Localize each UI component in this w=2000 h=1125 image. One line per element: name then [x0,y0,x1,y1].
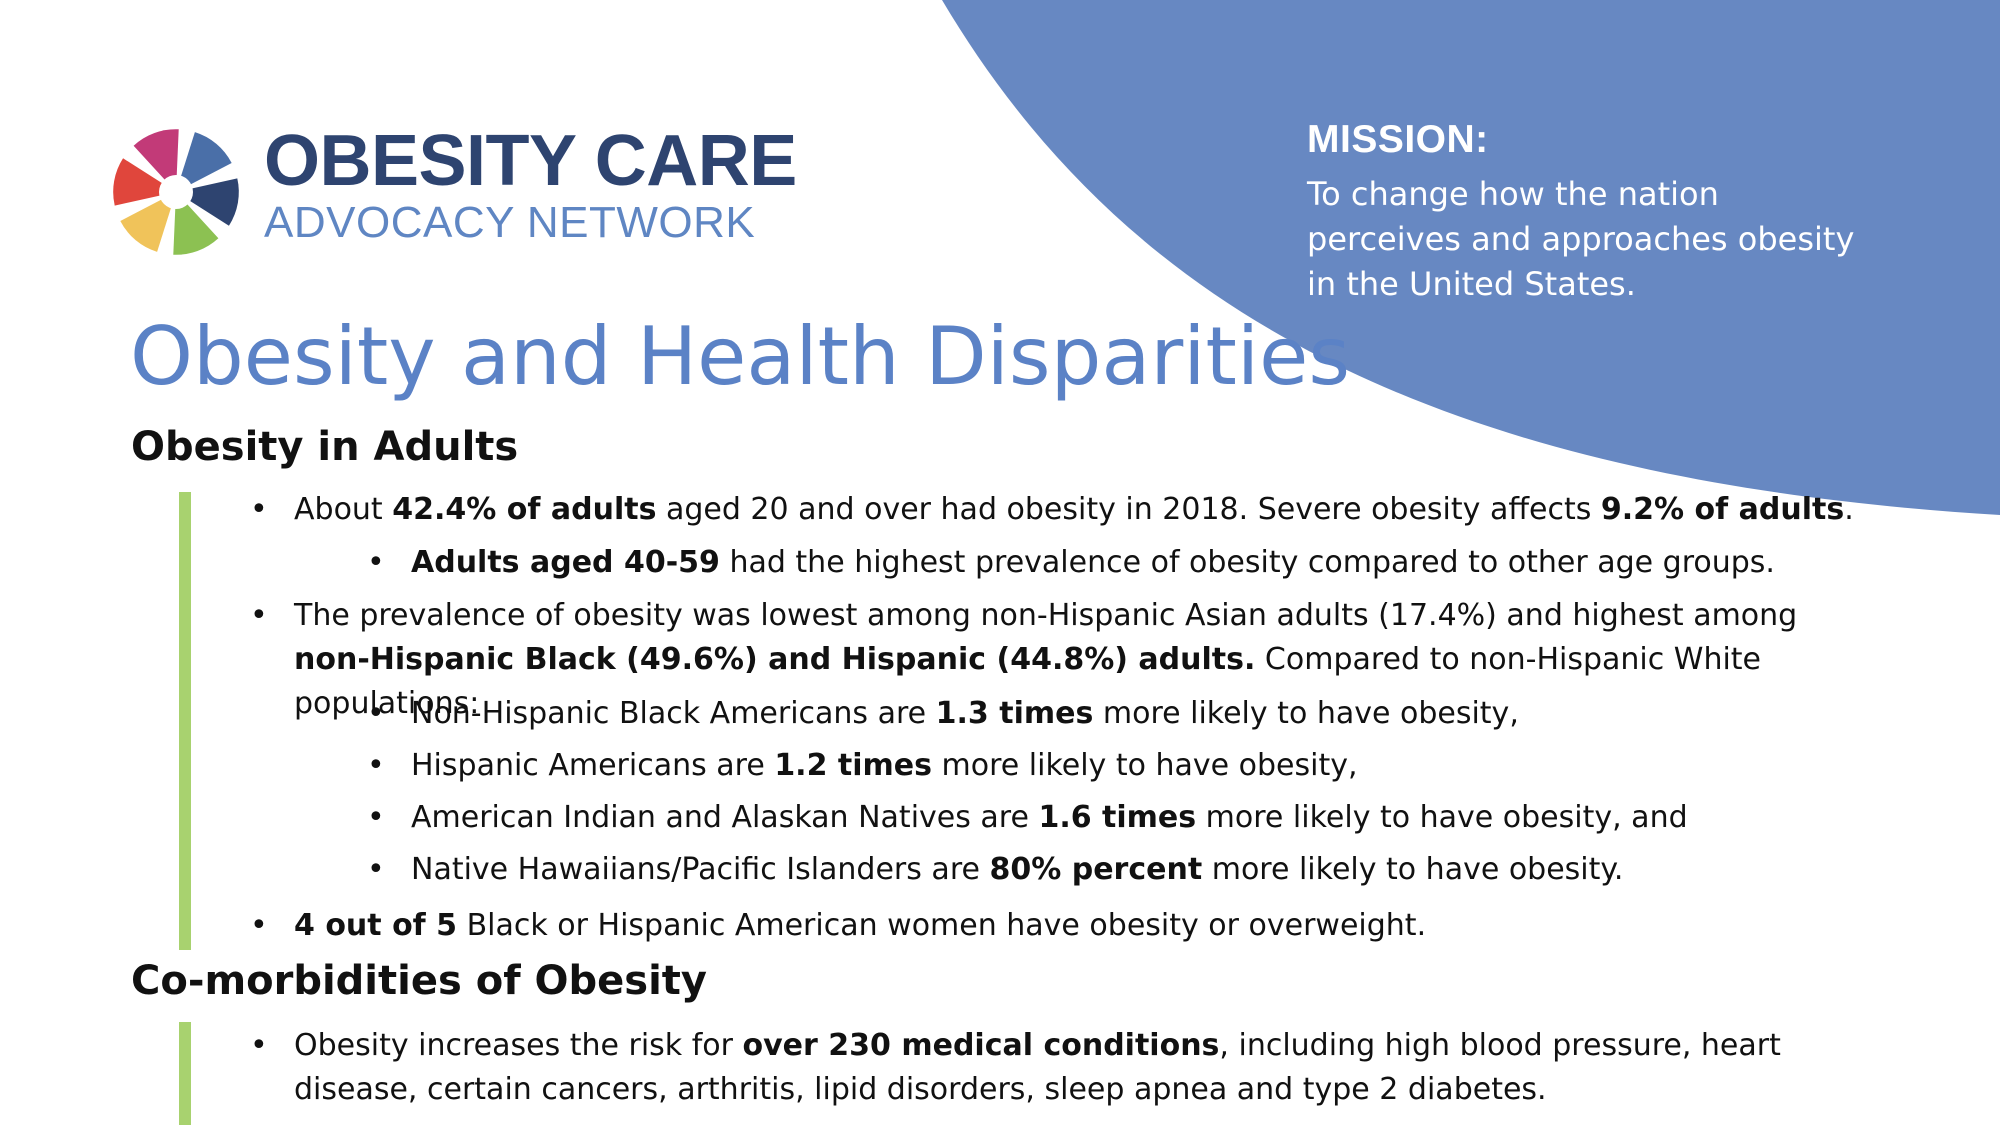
pinwheel-logo-icon [106,122,246,262]
section-title-comorbidities: Co-morbidities of Obesity [131,958,707,1004]
list-item: • The prevalence of obesity was lowest among non-Hispanic Asian adults (17.4%) and highest among non-Hispanic Black (49.6%) and Hispanic (44.8%) adults. Compared to non-Hispanic White populations: [294,594,1844,726]
org-name-line2: ADVOCACY NETWORK [264,198,756,247]
mission-text: To change how the nation perceives and approaches obesity in the United States. [1307,175,1855,303]
adults-list-item-3 [294,904,1854,948]
list-item: • Hispanic Americans are 1.2 times more likely to have obesity, [411,744,1861,788]
list-item: • American Indian and Alaskan Natives are 1.6 times more likely to have obesity, and [411,796,1861,840]
section-accent-bar-comorbidities [179,1022,191,1125]
section-title-adults: Obesity in Adults [131,424,519,470]
list-item: • About 42.4% of adults aged 20 and over had obesity in 2018. Severe obesity affects 9.2% of adults. [294,488,1854,532]
section-accent-bar-adults [179,492,191,950]
list-item: • Non-Hispanic Black Americans are 1.3 times more likely to have obesity, [411,692,1861,736]
org-name [264,122,797,246]
page-title: Obesity and Health Disparities [130,310,1350,403]
mission-statement [1307,118,1867,307]
adults-sublist-2 [411,692,1861,892]
list-item: • Native Hawaiians/Pacific Islanders are 80% percent more likely to have obesity. [411,848,1861,892]
list-item: • Adults aged 40-59 had the highest prevalence of obesity compared to other age groups. [411,541,1861,585]
adults-sublist-1 [411,541,1861,585]
mission-heading: MISSION: [1307,118,1489,161]
adults-list-item-1 [294,488,1854,532]
org-name-line1: OBESITY CARE [264,121,797,201]
list-item: • Obesity increases the risk for over 230 medical conditions, including high blood pressure, heart disease, certain cancers, arthritis, lipid disorders, sleep apnea and type 2 diabetes. [294,1024,1844,1112]
comorbidities-list [294,1024,1844,1112]
list-item: • 4 out of 5 Black or Hispanic American women have obesity or overweight. [294,904,1854,948]
